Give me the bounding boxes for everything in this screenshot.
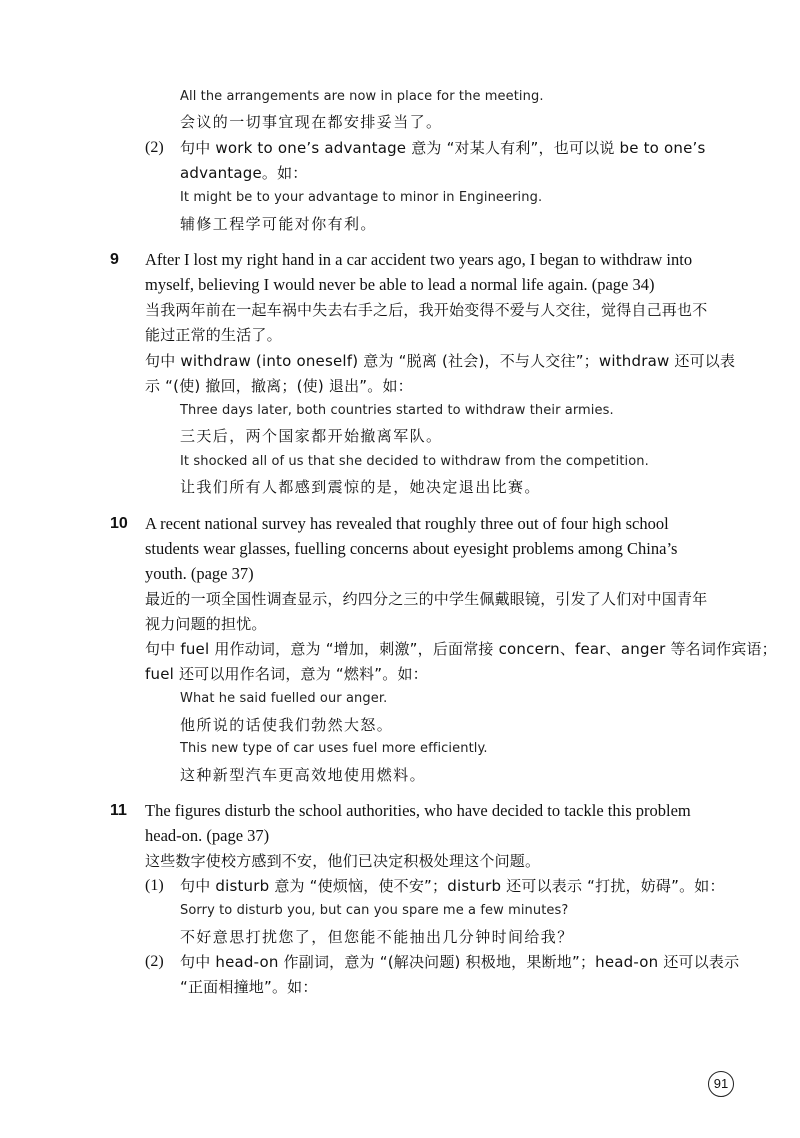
page-number: 91 xyxy=(708,1071,734,1097)
example-sentence-en: This new type of car uses fuel more efficiently. xyxy=(180,741,488,756)
sub-item-number: (1) xyxy=(145,877,164,894)
note-line: 句中 disturb 意为 “使烦恼，使不安”；disturb 还可以表示 “打扰，妨碍”。如： xyxy=(180,877,725,895)
source-sentence-en: head-on. (page 37) xyxy=(145,826,270,845)
source-sentence-en: After I lost my right hand in a car accident two years ago, I began to withdraw into xyxy=(145,250,693,269)
example-sentence-cn: 不好意思打扰您了，但您能不能抽出几分钟时间给我？ xyxy=(180,928,574,946)
item-number: 10 xyxy=(110,515,128,532)
example-sentence-en: All the arrangements are now in place for the meeting. xyxy=(180,89,544,104)
example-sentence-en: Sorry to disturb you, but can you spare me a few minutes? xyxy=(180,903,569,918)
note-line: 句中 fuel 用作动词，意为 “增加，刺激”，后面常接 concern、fear、anger 等名词作宾语； xyxy=(145,640,777,658)
example-sentence-cn: 他所说的话使我们勃然大怒。 xyxy=(180,716,394,734)
source-sentence-en: myself, believing I would never be able to lead a normal life again. (page 34) xyxy=(145,275,655,294)
note-line: fuel 还可以用作名词，意为 “燃料”。如： xyxy=(145,665,428,683)
source-sentence-en: students wear glasses, fuelling concerns about eyesight problems among China’s xyxy=(145,539,678,558)
translation-cn: 当我两年前在一起车祸中失去右手之后，我开始变得不爱与人交往，觉得自己再也不 xyxy=(145,301,708,319)
example-sentence-en: Three days later, both countries started to withdraw their armies. xyxy=(180,403,614,418)
note-line: 句中 withdraw (into oneself) 意为 “脱离 (社会)，不与人交往”；withdraw 还可以表 xyxy=(145,352,736,370)
example-sentence-en: It might be to your advantage to minor in Engineering. xyxy=(180,190,543,205)
example-sentence-cn: 辅修工程学可能对你有利。 xyxy=(180,215,377,233)
note-line: advantage。如： xyxy=(180,164,308,182)
sub-item-number: (2) xyxy=(145,953,164,970)
item-number: 11 xyxy=(110,802,127,819)
source-sentence-en: The figures disturb the school authorities, who have decided to tackle this problem xyxy=(145,801,691,820)
note-line: 示 “(使) 撤回，撤离；(使) 退出”。如： xyxy=(145,377,413,395)
translation-cn: 最近的一项全国性调查显示，约四分之三的中学生佩戴眼镜，引发了人们对中国青年 xyxy=(145,590,708,608)
example-sentence-en: It shocked all of us that she decided to withdraw from the competition. xyxy=(180,454,649,469)
note-line: 句中 work to one’s advantage 意为 “对某人有利”，也可以说 be to one’s xyxy=(180,139,706,157)
example-sentence-cn: 这种新型汽车更高效地使用燃料。 xyxy=(180,766,427,784)
translation-cn: 视力问题的担忧。 xyxy=(145,615,267,633)
example-sentence-cn: 三天后，两个国家都开始撤离军队。 xyxy=(180,427,443,445)
example-sentence-cn: 让我们所有人都感到震惊的是，她决定退出比赛。 xyxy=(180,478,541,496)
note-line: “正面相撞地”。如： xyxy=(180,978,318,996)
source-sentence-en: A recent national survey has revealed that roughly three out of four high school xyxy=(145,514,669,533)
example-sentence-en: What he said fuelled our anger. xyxy=(180,691,388,706)
sub-item-number: (2) xyxy=(145,139,164,156)
source-sentence-en: youth. (page 37) xyxy=(145,564,254,583)
note-line: 句中 head-on 作副词，意为 “(解决问题) 积极地，果断地”；head-on 还可以表示 xyxy=(180,953,740,971)
translation-cn: 这些数字使校方感到不安，他们已决定积极处理这个问题。 xyxy=(145,852,541,870)
example-sentence-cn: 会议的一切事宜现在都安排妥当了。 xyxy=(180,113,443,131)
item-number: 9 xyxy=(110,251,119,268)
translation-cn: 能过正常的生活了。 xyxy=(145,326,282,344)
